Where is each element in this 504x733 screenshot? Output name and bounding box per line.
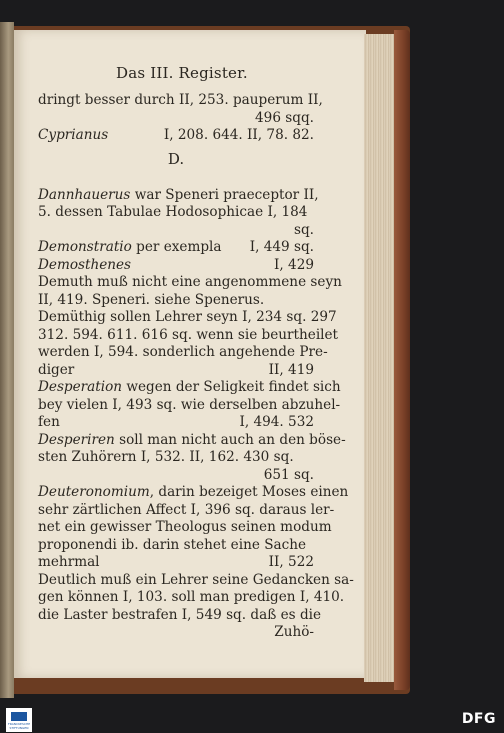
index-line	[38, 292, 314, 310]
index-line-reference: I, 449 sq.	[249, 239, 314, 255]
index-line	[38, 501, 335, 520]
index-line-text: bey vielen I, 493 sq. wie derselben abzuhel-	[38, 396, 341, 413]
index-line	[38, 110, 314, 128]
index-entries	[38, 92, 354, 642]
index-line-reference: II, 419	[268, 361, 314, 378]
index-line	[38, 431, 346, 450]
index-line-text: diger	[38, 361, 75, 378]
index-line	[38, 396, 341, 415]
index-line	[38, 344, 328, 362]
logo-mark-icon	[11, 712, 27, 721]
index-line	[38, 204, 314, 222]
index-line-text: Cyprianus	[38, 127, 109, 143]
index-line-reference: 496 sqq.	[255, 109, 314, 126]
dfg-logo: DFG	[461, 711, 496, 727]
index-line-text: fen	[38, 414, 60, 430]
index-line	[38, 222, 314, 240]
index-line-text: 312. 594. 611. 616 sq. wenn sie beurtheilet	[38, 326, 339, 343]
index-line	[38, 309, 337, 327]
index-line-text: Demuth muß nicht eine angenommene seyn	[38, 274, 342, 290]
index-line-text: Demosthenes	[38, 256, 132, 273]
index-line	[38, 92, 323, 110]
index-line-text: sten Zuhörern I, 532. II, 162. 430 sq.	[38, 449, 294, 465]
index-line	[38, 127, 314, 145]
viewer-footer	[0, 706, 504, 733]
index-line	[38, 537, 314, 555]
index-line	[38, 589, 345, 607]
index-line-text: gen können I, 103. soll man predigen I, 410.	[38, 589, 345, 605]
index-line	[38, 519, 332, 537]
running-header: Das III. Register.	[116, 64, 248, 82]
index-line	[38, 554, 314, 572]
index-line	[38, 362, 314, 380]
index-line	[38, 239, 314, 257]
index-line-text: Deutlich muß ein Lehrer seine Gedancken sa-	[38, 571, 354, 588]
index-line	[38, 606, 322, 625]
index-line-text: werden I, 594. sonderlich angehende Pre-	[38, 344, 328, 360]
index-line	[38, 467, 314, 485]
index-line	[38, 257, 314, 275]
index-line-reference: I, 208. 644. II, 78. 82.	[163, 127, 314, 143]
page-edges	[364, 34, 394, 682]
index-line-reference: II, 522	[268, 554, 314, 570]
index-line-text: mehrmal	[38, 554, 100, 570]
index-line	[38, 449, 314, 467]
index-line-text: proponendi ib. darin stehet eine Sache	[38, 536, 307, 553]
cover-edge	[394, 30, 410, 690]
index-line-text: 5. dessen Tabulae Hodosophicae I, 184	[38, 204, 308, 220]
section-letter: D.	[167, 149, 185, 168]
index-line-reference: sq.	[294, 221, 314, 238]
franckesche-stiftungen-logo	[6, 708, 32, 732]
index-line-text: sehr zärtlichen Affect I, 396 sq. daraus ler-	[38, 501, 335, 518]
index-line-text: net ein gewisser Theologus seinen modum	[38, 519, 332, 535]
index-line	[38, 624, 314, 642]
index-line-text: Dannhauerus war Speneri praeceptor II,	[38, 186, 319, 203]
index-line	[38, 484, 349, 502]
logo-caption: FRANCKESCHE STIFTUNGEN	[8, 722, 31, 730]
index-line-reference: Zuhö-	[274, 624, 314, 640]
index-line-reference: 651 sq.	[263, 466, 314, 483]
index-line	[38, 186, 319, 205]
index-line-reference: I, 429	[274, 256, 314, 273]
index-line-text: Demüthig sollen Lehrer seyn I, 234 sq. 297	[38, 309, 337, 325]
index-line	[38, 414, 314, 432]
index-line	[38, 571, 354, 590]
index-line-text: II, 419. Speneri. siehe Spenerus.	[38, 291, 265, 308]
index-line	[38, 326, 339, 345]
index-line	[38, 274, 342, 292]
index-line-text: die Laster bestrafen I, 549 sq. daß es die	[38, 606, 322, 623]
index-line-text: Desperiren soll man nicht auch an den böse-	[38, 431, 346, 448]
index-line-reference: I, 494. 532	[239, 414, 314, 430]
page-gutter	[0, 22, 14, 698]
index-line	[38, 379, 341, 397]
index-line-text: Demonstratio per exempla	[38, 239, 222, 255]
index-line-text: Desperation wegen der Seligkeit findet sich	[38, 379, 341, 395]
index-line-text: dringt besser durch II, 253. pauperum II,	[38, 92, 323, 108]
index-line-text: Deuteronomium, darin bezeiget Moses einen	[38, 484, 349, 500]
